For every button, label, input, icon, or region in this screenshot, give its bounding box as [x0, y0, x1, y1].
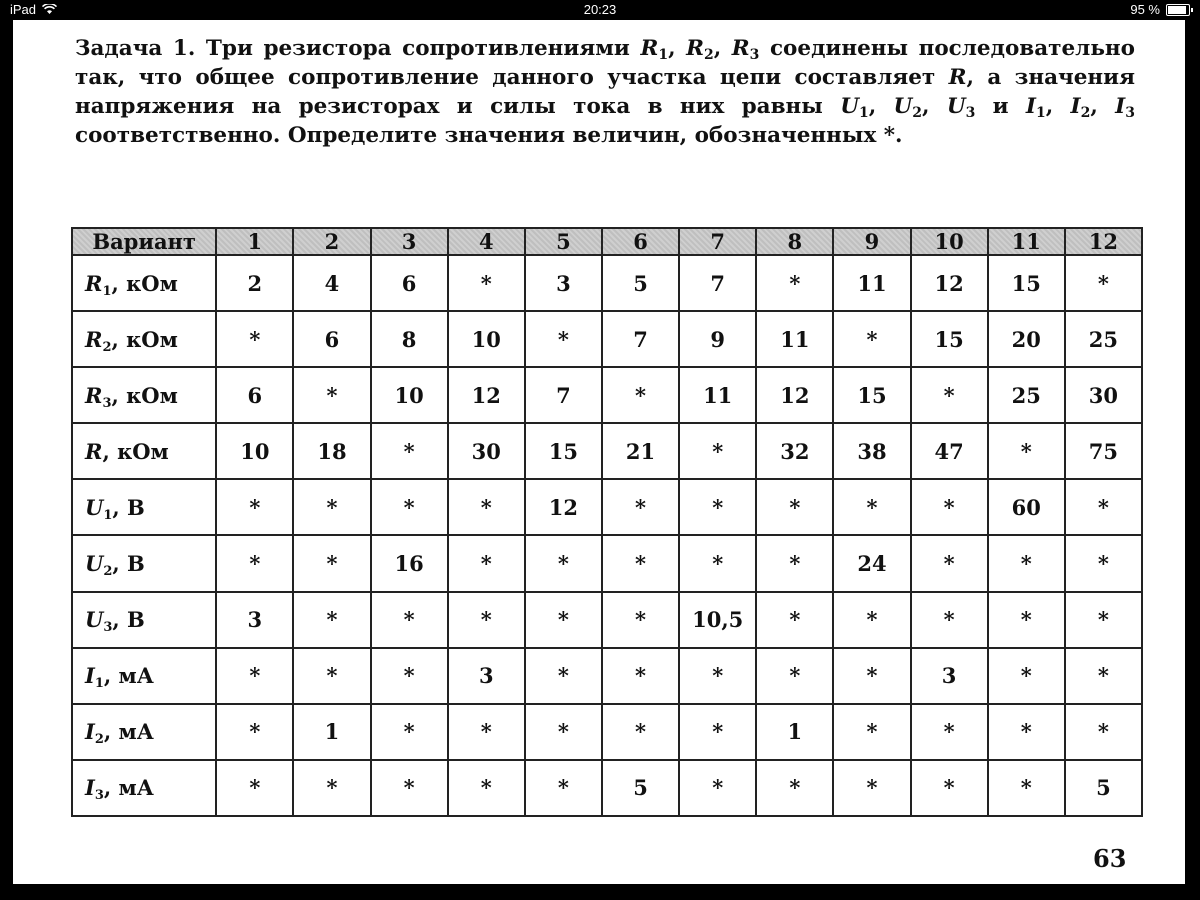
table-row — [72, 704, 1142, 760]
table-cell: 30 — [1065, 367, 1142, 423]
table-cell: * — [833, 760, 910, 816]
quantity-subscript: 3 — [103, 620, 113, 636]
table-cell: * — [679, 648, 756, 704]
device-label: iPad — [10, 2, 37, 17]
quantity-unit: , кОм — [111, 382, 178, 408]
table-cell: * — [371, 423, 448, 479]
quantity-subscript: 2 — [102, 339, 112, 355]
table-cell: 20 — [988, 311, 1065, 367]
table-cell: * — [448, 479, 525, 535]
table-header-row — [72, 228, 1142, 255]
table-cell: * — [293, 535, 370, 591]
table-cell: * — [216, 648, 293, 704]
table-cell: 12 — [911, 255, 988, 311]
row-label — [72, 648, 216, 704]
table-cell: * — [679, 423, 756, 479]
quantity-symbol: R — [85, 438, 103, 464]
table-cell: * — [525, 648, 602, 704]
quantity-subscript: 2 — [103, 564, 113, 580]
table-cell: * — [911, 479, 988, 535]
table-cell: 11 — [679, 367, 756, 423]
table-cell: * — [911, 535, 988, 591]
row-label — [72, 367, 216, 423]
table-cell: 15 — [988, 255, 1065, 311]
variants-table — [71, 227, 1143, 817]
table-row — [72, 535, 1142, 591]
table-cell: * — [448, 592, 525, 648]
table-cell: 3 — [911, 648, 988, 704]
table-cell: * — [1065, 535, 1142, 591]
table-cell: * — [833, 479, 910, 535]
table-cell: 25 — [1065, 311, 1142, 367]
table-row — [72, 423, 1142, 479]
book-page — [13, 20, 1185, 884]
table-cell: 15 — [833, 367, 910, 423]
table-cell: 10 — [216, 423, 293, 479]
quantity-symbol: I — [85, 775, 95, 801]
table-cell: * — [602, 367, 679, 423]
table-cell: 12 — [756, 367, 833, 423]
header-variant-12: 12 — [1065, 228, 1142, 255]
table-cell: * — [602, 535, 679, 591]
table-cell: * — [679, 535, 756, 591]
table-cell: * — [1065, 479, 1142, 535]
table-cell: * — [602, 479, 679, 535]
table-cell: * — [525, 704, 602, 760]
table-cell: * — [293, 592, 370, 648]
quantity-subscript: 3 — [102, 395, 112, 411]
table-cell: 5 — [602, 760, 679, 816]
header-variant-3: 3 — [371, 228, 448, 255]
table-cell: 3 — [448, 648, 525, 704]
table-cell: 1 — [756, 704, 833, 760]
quantity-symbol: I — [85, 663, 95, 689]
table-row — [72, 367, 1142, 423]
table-cell: 47 — [911, 423, 988, 479]
header-variant-2: 2 — [293, 228, 370, 255]
table-cell: 38 — [833, 423, 910, 479]
battery-icon — [1166, 4, 1190, 16]
table-cell: 4 — [293, 255, 370, 311]
quantity-symbol: U — [85, 494, 104, 520]
header-variant-10: 10 — [911, 228, 988, 255]
table-cell: * — [911, 592, 988, 648]
row-label — [72, 255, 216, 311]
table-cell: 30 — [448, 423, 525, 479]
table-cell: 15 — [525, 423, 602, 479]
table-cell: 60 — [988, 479, 1065, 535]
header-variant-9: 9 — [833, 228, 910, 255]
table-cell: * — [216, 311, 293, 367]
header-variant-11: 11 — [988, 228, 1065, 255]
quantity-unit: , мА — [103, 719, 154, 745]
quantity-unit: , кОм — [111, 326, 178, 352]
table-cell: 11 — [833, 255, 910, 311]
quantity-symbol: R — [85, 382, 103, 408]
page-number: 63 — [1093, 844, 1127, 873]
table-cell: * — [679, 760, 756, 816]
table-cell: * — [988, 423, 1065, 479]
table-cell: * — [679, 704, 756, 760]
table-cell: 16 — [371, 535, 448, 591]
quantity-unit: , мА — [103, 775, 154, 801]
table-cell: * — [448, 704, 525, 760]
header-variant: Вариант — [72, 228, 216, 255]
table-cell: * — [525, 760, 602, 816]
table-cell: * — [1065, 648, 1142, 704]
table-cell: * — [293, 367, 370, 423]
table-row — [72, 255, 1142, 311]
table-cell: * — [293, 648, 370, 704]
table-cell: * — [833, 592, 910, 648]
problem-text-2: соединены последовательно так, что общее сопротивление данного участка цепи составляет — [75, 36, 1135, 90]
header-variant-8: 8 — [756, 228, 833, 255]
problem-text-1: Три резистора сопротивлениями — [205, 36, 630, 61]
table-cell: * — [988, 648, 1065, 704]
table-cell: * — [293, 760, 370, 816]
table-cell: 12 — [525, 479, 602, 535]
table-cell: * — [371, 592, 448, 648]
table-cell: * — [988, 704, 1065, 760]
table-row — [72, 479, 1142, 535]
table-cell: * — [525, 535, 602, 591]
table-cell: 2 — [216, 255, 293, 311]
table-cell: 32 — [756, 423, 833, 479]
quantity-unit: , кОм — [111, 270, 178, 296]
table-cell: * — [756, 255, 833, 311]
table-cell: * — [525, 592, 602, 648]
table-cell: 1 — [293, 704, 370, 760]
problem-text-5: соответственно. Определите значения величин, обозначенных *. — [75, 123, 903, 148]
header-variant-5: 5 — [525, 228, 602, 255]
table-cell: 15 — [911, 311, 988, 367]
table-row — [72, 648, 1142, 704]
table-cell: * — [216, 535, 293, 591]
quantity-subscript: 1 — [94, 676, 104, 692]
table-cell: * — [602, 704, 679, 760]
table-cell: * — [371, 479, 448, 535]
quantity-subscript: 1 — [103, 507, 113, 523]
header-variant-6: 6 — [602, 228, 679, 255]
status-bar — [0, 0, 1200, 20]
header-variant-1: 1 — [216, 228, 293, 255]
table-cell: 7 — [679, 255, 756, 311]
table-cell: 75 — [1065, 423, 1142, 479]
table-cell: * — [988, 592, 1065, 648]
table-cell: * — [833, 648, 910, 704]
table-cell: 18 — [293, 423, 370, 479]
row-label — [72, 592, 216, 648]
table-cell: * — [448, 760, 525, 816]
table-cell: * — [756, 535, 833, 591]
row-label — [72, 760, 216, 816]
quantity-unit: , мА — [103, 663, 154, 689]
battery-percent: 95 % — [1130, 2, 1160, 17]
table-cell: * — [911, 367, 988, 423]
problem-text-4: и — [992, 94, 1009, 119]
table-cell: * — [833, 311, 910, 367]
table-cell: 10 — [448, 311, 525, 367]
table-cell: 10 — [371, 367, 448, 423]
problem-statement: Задача 1. Три резистора сопротивлениями $R_1$, $R_2$, $R_3$ соединены последовательно так, что общее сопротивление данного участка цепи составляет R, а значения напряжения на резисторах и силы тока в них равны $U_1$, $U_2$, $U_3$ и $I_1$, $I_2$, $I_3$ соответственно. Определите значения величин, обозначенных *. — [75, 36, 1135, 148]
table-cell: * — [1065, 592, 1142, 648]
table-body — [72, 255, 1142, 816]
row-label — [72, 479, 216, 535]
row-label — [72, 704, 216, 760]
table-cell: * — [216, 760, 293, 816]
table-cell: 3 — [216, 592, 293, 648]
quantity-unit: , В — [112, 494, 145, 520]
status-right — [1130, 2, 1190, 17]
problem-text-3: , а значения напряжения на резисторах и силы тока в них равны — [75, 65, 1135, 119]
table-row — [72, 760, 1142, 816]
table-cell: * — [756, 479, 833, 535]
clock: 20:23 — [583, 2, 617, 17]
header-variant-4: 4 — [448, 228, 525, 255]
table-cell: * — [911, 760, 988, 816]
table-cell: 21 — [602, 423, 679, 479]
table-cell: * — [371, 648, 448, 704]
table-cell: 6 — [371, 255, 448, 311]
table-cell: 6 — [216, 367, 293, 423]
table-cell: * — [602, 648, 679, 704]
quantity-subscript: 2 — [94, 732, 104, 748]
table-cell: * — [1065, 704, 1142, 760]
quantity-unit: , В — [112, 551, 145, 577]
quantity-symbol: U — [85, 607, 104, 633]
quantity-symbol: R — [85, 270, 103, 296]
table-cell: * — [756, 760, 833, 816]
table-cell: * — [679, 479, 756, 535]
quantity-symbol: R — [85, 326, 103, 352]
table-cell: 3 — [525, 255, 602, 311]
table-cell: * — [1065, 255, 1142, 311]
quantity-symbol: U — [85, 551, 104, 577]
table-cell: * — [988, 760, 1065, 816]
table-cell: 8 — [371, 311, 448, 367]
table-row — [72, 592, 1142, 648]
quantity-subscript: 3 — [94, 788, 104, 804]
table-cell: 11 — [756, 311, 833, 367]
table-row — [72, 311, 1142, 367]
table-cell: 6 — [293, 311, 370, 367]
table-cell: * — [988, 535, 1065, 591]
table-cell: * — [216, 479, 293, 535]
table-cell: * — [833, 704, 910, 760]
table-cell: * — [756, 592, 833, 648]
header-variant-7: 7 — [679, 228, 756, 255]
table-cell: * — [448, 535, 525, 591]
table-cell: * — [911, 704, 988, 760]
table-cell: 24 — [833, 535, 910, 591]
table-cell: * — [525, 311, 602, 367]
table-cell: 10,5 — [679, 592, 756, 648]
table-cell: * — [602, 592, 679, 648]
table-cell: 5 — [1065, 760, 1142, 816]
quantity-subscript: 1 — [102, 283, 112, 299]
table-cell: * — [448, 255, 525, 311]
table-cell: 9 — [679, 311, 756, 367]
table-cell: * — [371, 760, 448, 816]
quantity-symbol: I — [85, 719, 95, 745]
table-cell: * — [216, 704, 293, 760]
row-label — [72, 535, 216, 591]
row-label — [72, 311, 216, 367]
table-cell: * — [293, 479, 370, 535]
table-cell: 7 — [525, 367, 602, 423]
table-cell: 25 — [988, 367, 1065, 423]
table-cell: 5 — [602, 255, 679, 311]
table-cell: * — [756, 648, 833, 704]
quantity-unit: , кОм — [102, 438, 169, 464]
table-cell: 7 — [602, 311, 679, 367]
problem-title: Задача 1. — [75, 36, 196, 61]
row-label — [72, 423, 216, 479]
table-cell: 12 — [448, 367, 525, 423]
quantity-unit: , В — [112, 607, 145, 633]
table-cell: * — [371, 704, 448, 760]
